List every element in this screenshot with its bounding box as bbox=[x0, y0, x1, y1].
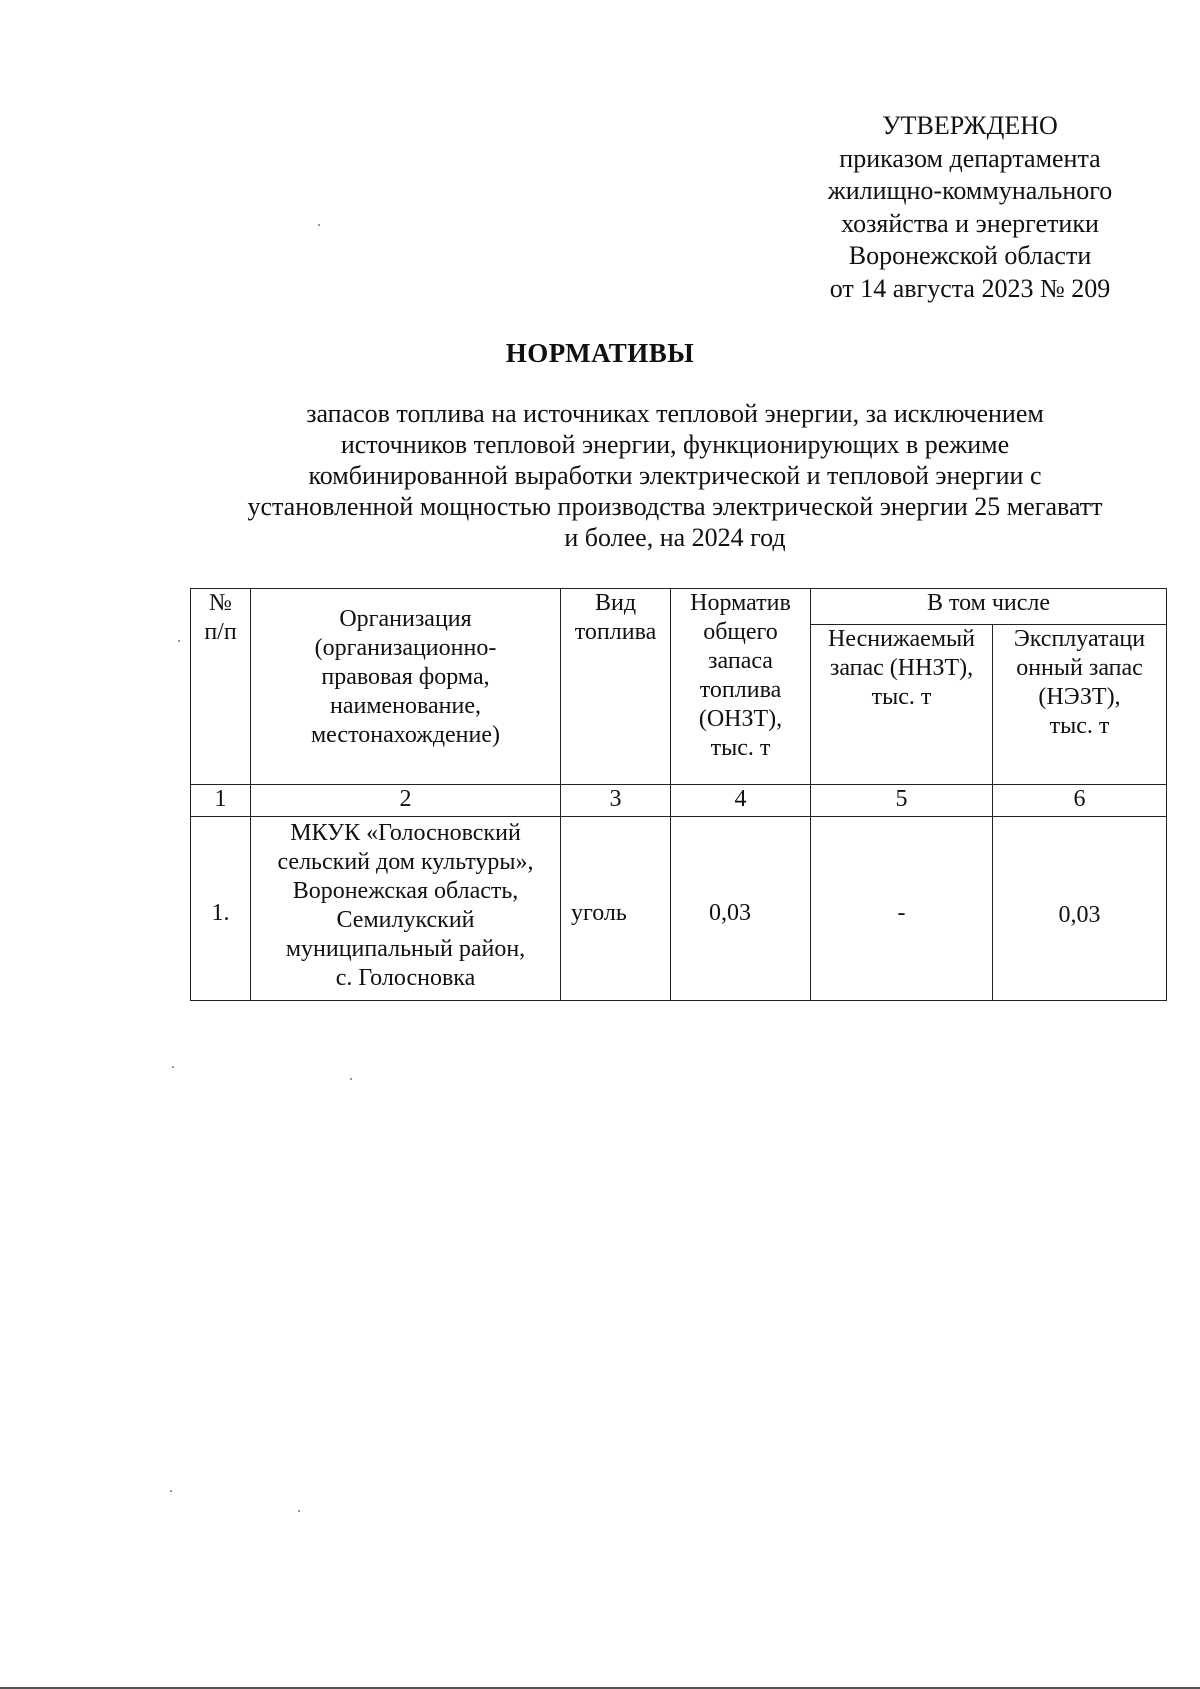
header-total-line: общего bbox=[703, 619, 778, 645]
header-nezt-line: (НЭЗТ), bbox=[1038, 684, 1121, 710]
document-subtitle bbox=[180, 398, 1170, 553]
row-organization-line: сельский дом культуры», bbox=[277, 849, 534, 875]
subtitle-line: и более, на 2024 год bbox=[564, 523, 786, 552]
scan-speck bbox=[298, 1510, 300, 1512]
header-organization-line: наименование, bbox=[329, 693, 482, 719]
row-organization-line: с. Голосновка bbox=[335, 965, 476, 991]
header-organization-line: (организационно- bbox=[314, 635, 497, 661]
table-row bbox=[191, 817, 1167, 1001]
row-nnzt: - bbox=[811, 817, 993, 1001]
row-organization-line: МКУК «Голосновский bbox=[290, 820, 521, 846]
subtitle-line: запасов топлива на источниках тепловой энергии, за исключением bbox=[306, 399, 1044, 428]
scan-speck bbox=[350, 1078, 352, 1080]
row-organization-line: муниципальный район, bbox=[285, 936, 526, 962]
subtitle-line: установленной мощностью производства электрической энергии 25 мегаватт bbox=[247, 492, 1103, 521]
header-nnzt bbox=[811, 625, 993, 785]
approval-line: жилищно-коммунального bbox=[827, 176, 1113, 205]
column-number: 3 bbox=[561, 785, 671, 817]
row-organization bbox=[251, 817, 561, 1001]
header-nezt-line: онный запас bbox=[1016, 655, 1143, 681]
approval-line: УТВЕРЖДЕНО bbox=[882, 111, 1058, 140]
header-total-line: топлива bbox=[699, 677, 782, 703]
header-nnzt-line: запас (ННЗТ), bbox=[829, 655, 974, 681]
row-organization-line: Воронежская область, bbox=[292, 878, 519, 904]
header-fuel-line: Вид bbox=[594, 590, 637, 616]
approval-line: хозяйства и энергетики bbox=[841, 208, 1099, 238]
header-number bbox=[191, 589, 251, 785]
column-number: 5 bbox=[811, 785, 993, 817]
approval-line: Воронежской области bbox=[848, 241, 1092, 270]
row-index: 1. bbox=[191, 817, 251, 1001]
header-total-line: запаса bbox=[708, 648, 773, 674]
header-nezt-line: Эксплуатаци bbox=[1013, 626, 1146, 652]
scan-speck bbox=[170, 1490, 172, 1492]
header-including: В том числе bbox=[811, 589, 1167, 625]
header-nezt bbox=[993, 625, 1167, 785]
row-fuel: уголь bbox=[561, 817, 671, 1001]
norms-table bbox=[190, 588, 1167, 1001]
row-total-norm: 0,03 bbox=[671, 817, 811, 1001]
scan-speck bbox=[172, 1066, 174, 1068]
header-total-line: (ОНЗТ), bbox=[698, 706, 783, 732]
header-number-line: п/п bbox=[204, 619, 237, 645]
header-organization-line: местонахождение) bbox=[310, 722, 501, 748]
subtitle-line: комбинированной выработки электрической и тепловой энергии с bbox=[308, 461, 1042, 490]
header-organization-line: правовая форма, bbox=[321, 664, 490, 690]
header-fuel-line: топлива bbox=[574, 619, 657, 645]
header-number-line: № bbox=[209, 590, 232, 616]
row-nezt: 0,03 bbox=[993, 817, 1167, 1001]
column-number: 2 bbox=[251, 785, 561, 817]
header-fuel-type bbox=[561, 589, 671, 785]
column-number: 6 bbox=[993, 785, 1167, 817]
column-number: 4 bbox=[671, 785, 811, 817]
column-number: 1 bbox=[191, 785, 251, 817]
header-nnzt-line: тыс. т bbox=[871, 684, 932, 710]
approval-line: от 14 августа 2023 № 209 bbox=[829, 273, 1111, 303]
header-organization-line: Организация bbox=[339, 606, 472, 632]
header-total-norm bbox=[671, 589, 811, 785]
approval-line: приказом департамента bbox=[839, 143, 1101, 173]
scan-speck bbox=[178, 640, 180, 642]
document-title: НОРМАТИВЫ bbox=[505, 338, 695, 368]
header-nezt-line: тыс. т bbox=[1049, 713, 1110, 739]
header-nnzt-line: Неснижаемый bbox=[828, 626, 975, 652]
subtitle-line: источников тепловой энергии, функционирующих в режиме bbox=[340, 430, 1010, 459]
approval-block bbox=[820, 110, 1120, 305]
scan-speck bbox=[318, 224, 320, 226]
header-total-line: тыс. т bbox=[710, 735, 771, 761]
header-organization bbox=[251, 589, 561, 785]
row-organization-line: Семилукский bbox=[336, 907, 475, 933]
header-total-line: Норматив bbox=[690, 590, 791, 616]
